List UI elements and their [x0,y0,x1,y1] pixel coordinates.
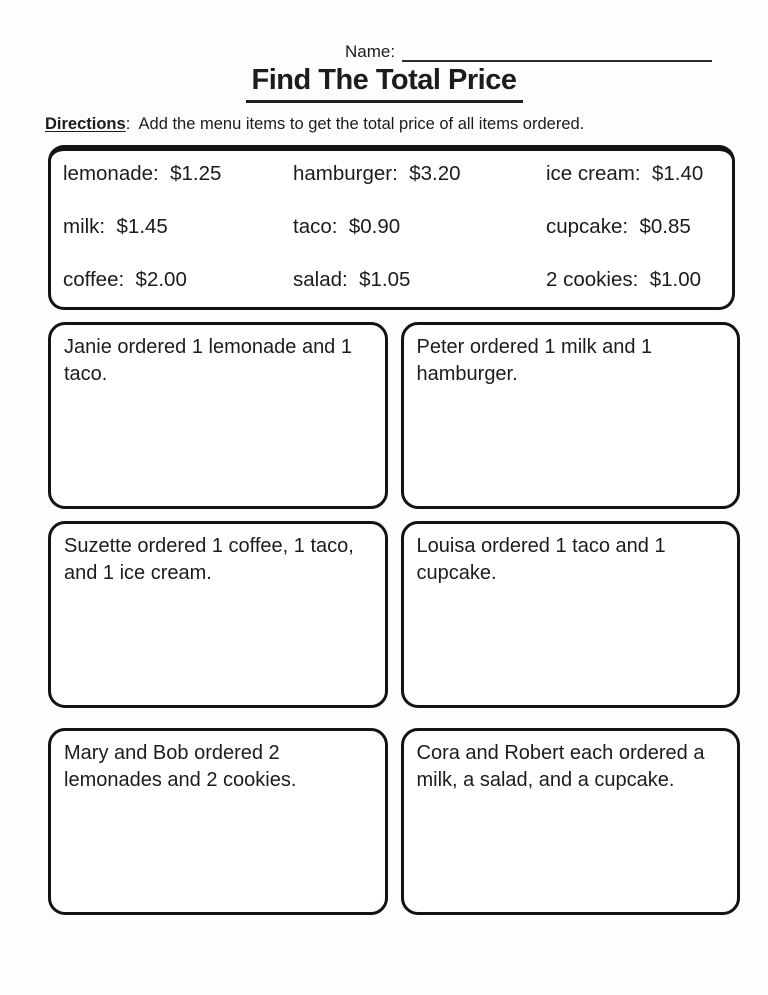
problem-text: Cora and Robert each ordered a milk, a salad, and a cupcake. [416,742,705,791]
menu-item-lemonade: lemonade: $1.25 [63,162,222,185]
title-wrap [0,64,768,103]
problem-text: Mary and Bob ordered 2 lemonades and 2 cookies. [64,742,297,791]
menu-item-ice-cream: ice cream: $1.40 [546,162,704,185]
name-label: Name: [345,42,396,61]
problem-text: Suzette ordered 1 coffee, 1 taco, and 1 ice cream. [64,535,354,584]
menu-item-taco: taco: $0.90 [293,215,401,238]
problem-card-mary-bob[interactable] [48,728,388,915]
menu-item-cookies: 2 cookies: $1.00 [546,268,701,291]
menu-item-hamburger: hamburger: $3.20 [293,162,461,185]
directions-label: Directions [45,115,126,133]
menu-item-cupcake: cupcake: $0.85 [546,215,691,238]
problem-text: Janie ordered 1 lemonade and 1 taco. [64,336,352,385]
problem-card-suzette[interactable] [48,521,388,708]
problems-grid [48,322,740,927]
menu-item-milk: milk: $1.45 [63,215,168,238]
problem-text: Louisa ordered 1 taco and 1 cupcake. [416,535,666,584]
name-input-line[interactable] [402,42,712,62]
problem-row-3 [48,728,740,915]
menu-price-box [48,145,735,310]
problem-text: Peter ordered 1 milk and 1 hamburger. [416,336,653,385]
directions-text: : Add the menu items to get the total price of all items ordered. [125,115,585,133]
problem-row-2 [48,521,740,708]
menu-item-coffee: coffee: $2.00 [63,268,187,291]
page-title: Find The Total Price [246,64,523,103]
problem-card-janie[interactable] [48,322,388,509]
problem-card-louisa[interactable] [401,521,741,708]
problem-card-peter[interactable] [401,322,741,509]
menu-item-salad: salad: $1.05 [293,268,411,291]
problem-card-cora-robert[interactable] [401,728,741,915]
directions [45,115,584,134]
problem-row-1 [48,322,740,509]
name-row [345,42,712,62]
